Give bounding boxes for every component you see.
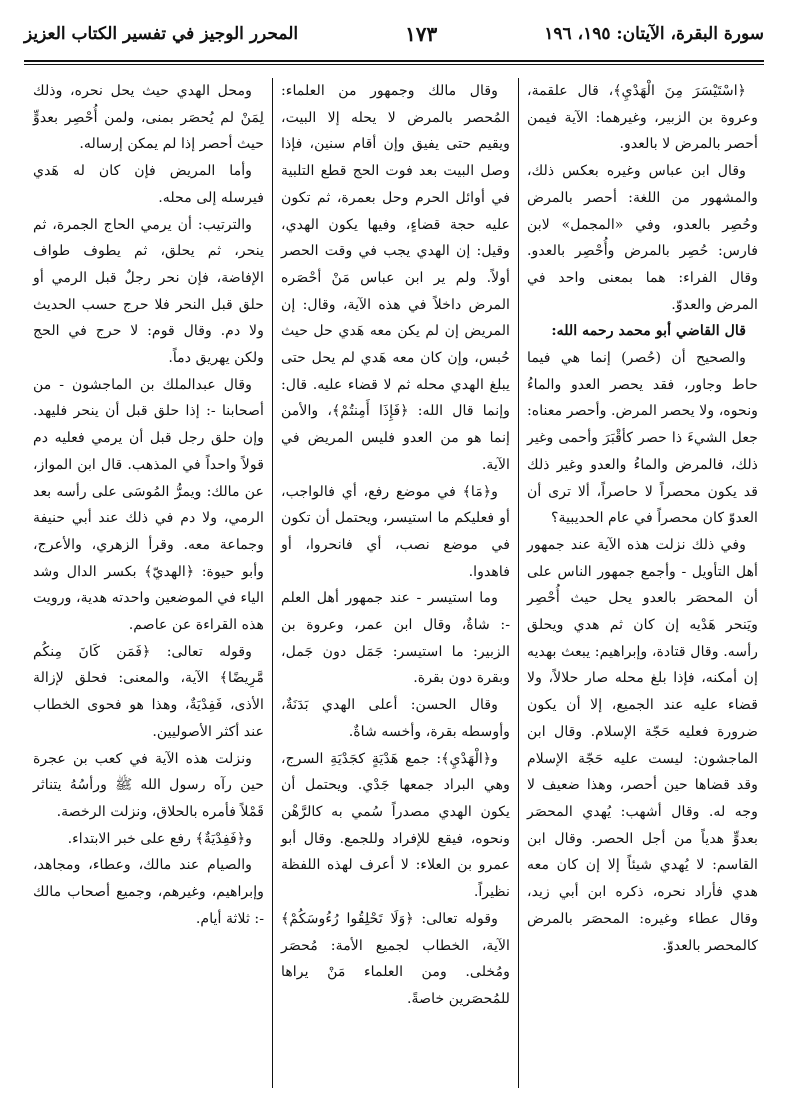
paragraph: ونزلت هذه الآية في كعب بن عجرة حين رآه رسول الله ﷺ ورأسُهُ يتناثر قَمْلاً فأمره بالحلاق، ونزلت الرخصة.	[33, 750, 264, 820]
column-right	[519, 78, 766, 1088]
header-rule-thin	[24, 64, 764, 65]
paragraph: وقال عبدالملك بن الماجشون - من أصحابنا -: إذا حلق قبل أن ينحر فليهد. وإن حلق رجل قبل أن يرمي فعليه دم قولاً واحداً في المذهب. قال ابن المواز، عن مالك: ويمرُّ المُوسَى على رأسه بعد الرمي، ولا دم في ذلك عند أبي حنيفة وجماعة معه. وقرأ الزهري، والأعرج، وأبو حيوة: ﴿الهديّ﴾ بكسر الدال وشد الياء في الموضعين واحدته هدية، ورويت هذه القراءة عن عاصم.	[33, 376, 264, 634]
page-number: ١٧٣	[405, 22, 438, 46]
paragraph: و﴿فَفِدْيَةٌ﴾ رفع على خبر الابتداء.	[67, 830, 252, 847]
running-header	[24, 14, 764, 54]
paragraph: و﴿مَا﴾ في موضع رفع، أي فالواجب، أو فعليكم ما استيسر، ويحتمل أن تكون في موضع نصب، أي فانحروا، أو فاهدوا.	[281, 483, 510, 580]
paragraph: و﴿الْهَدْيِ﴾: جمع هَدْيَةٍ كجَدْيَةِ السرج، وهي البراد جمعها جَدْي. ويحتمل أن يكون الهدي مصدراً سُمي به كالرَّهْن ونحوه، فيقع للإفراد وللجمع. وقال أبو عمرو بن العلاء: لا أعرف لهذه اللفظة نظيراً.	[281, 750, 510, 901]
paragraph: ﴿اسْتَيْسَرَ مِنَ الْهَدْيِ﴾، قال علقمة، وعروة بن الزبير، وغيرهما: الآية فيمن أحصر بالمرض لا بالعدو.	[527, 83, 758, 153]
header-rule-thick	[24, 60, 764, 62]
paragraph: وفي ذلك نزلت هذه الآية عند جمهور أهل التأويل - وأجمع جمهور الناس على أن المحصَر بالعدو يحل حيث أُحْصِر ويَنحر هَدْيه إن كان ثم هدي ويحلق رأسه. وقال قتادة، وإبراهيم: يبعث بهديه إن أمكنه، فإذا بلغ محله صار حلالاً، ولا قضاء عليه عند الجميع، إلا أن يكون ضرورة فعليه حَجّة الإسلام. وقال ابن الماجشون: ليست عليه حَجّة الإسلام وقد قضاها حين أحصر، وهذا ضعيف لا وجه له. وقال أشهب: يُهدي المحصَر بعدوٍّ هدياً من أجل الحصر. وقال ابن القاسم: لا يُهدي شيئاً إلا إن كان معه هدي فأراد نحره، ذكره ابن أبي زيد، وقال عطاء وغيره: المحصَر بالمرض كالمحصر بالعدوّ.	[527, 536, 758, 954]
paragraph: وأما المريض فإن كان له هَدي فيرسله إلى محله.	[33, 163, 264, 206]
paragraph: ومحل الهدي حيث يحل نحره، وذلك لِمَنْ لم يُحصَر بمنى، ولمن أُحْصِر بعدوٍّ حيث أحصر إذا لم يمكن إرساله.	[33, 83, 264, 153]
paragraph: والصيام عند مالك، وعطاء، ومجاهد، وإبراهيم، وغيرهم، وجميع أصحاب مالك -: ثلاثة أيام.	[33, 857, 264, 927]
paragraph: والترتيب: أن يرمي الحاج الجمرة، ثم ينحر، ثم يحلق، ثم يطوف طواف الإفاضة، فإن نحر رجلٌ قبل الرمي أو حلق قبل النحر فلا حرج حسب الحديث ولا دم. وقال قوم: لا حرج في الحج ولكن يهريق دماً.	[33, 216, 264, 367]
paragraph: وما استيسر - عند جمهور أهل العلم -: شاةٌ، وقال ابن عمر، وعروة بن الزبير: ما استيسر: جَمَل دون جَمل، وبقرة دون بقرة.	[281, 590, 510, 687]
column-middle	[272, 78, 519, 1088]
paragraph: وقال مالك وجمهور من العلماء: المُحصر بالمرض لا يحله إلا البيت، ويقيم حتى يفيق وإن أقام سنين، فإذا وصل البيت بعد فوت الحج قطع التلبية في أوائل الحرم وحل بعمرة، ثم تكون عليه حجة قضاءٍ، وفيها يكون الهدي، وقيل: إن الهدي يجب في وقت الحصر أولاً. ولم ير ابن عباس مَنْ أحْصَره المرض داخلاً في هذه الآية، وقال: إن المريض إن لم يكن معه هَدي حل حيث حُبس، وإن كان معه هَدي لم يحل حتى يبلغ الهدي محله ثم لا قضاء عليه. قال: وإنما قال الله: ﴿فَإِذَا أَمِنتُمْ﴾، والأمن إنما هو من العدو فليس المريض في الآية.	[281, 83, 510, 473]
paragraph: وقال ابن عباس وغيره بعكس ذلك، والمشهور من اللغة: أحصر بالمرض وحُصِر بالعدو، وفي «المجمل» لابن فارس: حُصِر بالمرض وأُحْصِر بالعدو. وقال الفراء: هما بمعنى واحد في المرض والعدوّ.	[527, 163, 758, 313]
paragraph: والصحيح أن (حُصر) إنما هي فيما حاط وجاور، فقد يحصر العدو والماءُ ونحوه، ولا يحصر المرض. وأحصر معناه: جعل الشيءَ ذا حصر كأقْبَرَ وأحمى وغير ذلك، فالمرض والماءُ والعدو وغير ذلك قد يكون محصراً لا حاصراً، ألا ترى أن العدوّ كان محصراً في عام الحديبية؟	[527, 350, 758, 527]
text-columns	[24, 78, 766, 1088]
header-book-title: المحرر الوجيز في تفسير الكتاب العزيز	[24, 24, 299, 44]
paragraph: وقوله تعالى: ﴿وَلَا تَحْلِقُوا رُءُوسَكُمْ﴾ الآية، الخطاب لجميع الأمة: مُحصَر ومُخلى. ومن العلماء مَنْ يراها للمُحصَرين خاصةً.	[281, 910, 510, 1007]
section-heading: قال القاضي أبو محمد رحمه الله:	[551, 323, 746, 340]
paragraph: وقال الحسن: أعلى الهدي بَدَنَةٌ، وأوسطه بقرة، وأخسه شاةٌ.	[281, 697, 510, 740]
header-surah-title: سورة البقرة، الآيتان: ١٩٥، ١٩٦	[544, 24, 764, 44]
paragraph: وقوله تعالى: ﴿فَمَن كَانَ مِنكُم مَّرِيضًا﴾ الآية، والمعنى: فحلق لإزالة الأذى، فَفِدْيَةٌ، وهذا هو فحوى الخطاب عند أكثر الأصوليين.	[33, 643, 264, 740]
column-left	[25, 78, 272, 1088]
